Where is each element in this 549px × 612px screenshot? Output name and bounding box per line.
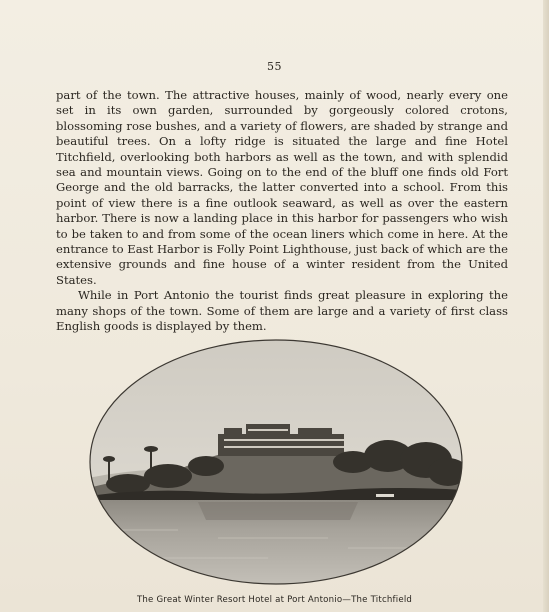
body-text xyxy=(56,88,508,335)
paragraph-1: part of the town. The attractive houses, mainly of wood, nearly every one set in its own garden, surrounded by gorgeously colored crotons, blossoming rose bushes, and a variety of flowers, are shaded by strange and beautiful trees. On a lofty ridge is situated the large and fine Hotel Titchfield, overlooking both harbors as well as the town, and with splendid sea and mountain views. Going on to the end of the bluff one finds old Fort George and the old barracks, the latter converted into a school. From this point of view there is a fine outlook seaward, as well as over the eastern harbor. There is now a landing place in this harbor for passengers who wish to be taken to and from some of the ocean liners which come in here. At the entrance to East Harbor is Folly Point Lighthouse, just back of which are the extensive grounds and fine house of a winter resident from the United States. xyxy=(56,88,508,287)
hotel-photograph-image xyxy=(88,338,464,586)
figure-caption: The Great Winter Resort Hotel at Port Antonio—The Titchfield xyxy=(136,595,413,605)
hotel-photograph xyxy=(88,338,464,586)
paragraph-2: While in Port Antonio the tourist finds great pleasure in exploring the many shops of the town. Some of them are large and a variety of first class English goods is displayed by them. xyxy=(56,288,508,334)
page-edge xyxy=(543,0,549,612)
page-number: 55 xyxy=(267,60,282,73)
